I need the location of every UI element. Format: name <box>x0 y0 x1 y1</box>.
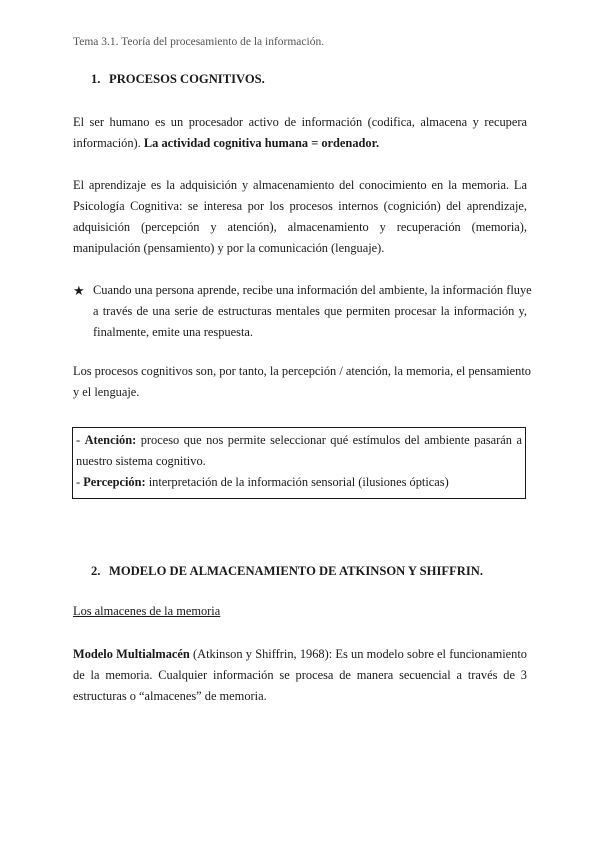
text-line: de la memoria. Cualquier información se procesa de manera secuencial a través de 3 <box>73 668 527 682</box>
section-title: PROCESOS COGNITIVOS. <box>109 72 265 86</box>
text-line: nuestro sistema cognitivo. <box>76 454 206 468</box>
text-line <box>73 644 527 665</box>
page-header: Tema 3.1. Teoría del procesamiento de la información. <box>73 36 325 48</box>
definition-attention <box>76 430 522 451</box>
definitions-box <box>72 427 526 499</box>
paragraph-model <box>73 644 527 707</box>
section-number: 1. <box>91 72 101 86</box>
dash: - <box>76 433 85 447</box>
text-line: El ser humano es un procesador activo de información (codifica, almacena y recupera <box>73 115 527 129</box>
definition-text: interpretación de la información sensorial (ilusiones ópticas) <box>145 475 449 489</box>
text-line: a través de una serie de estructuras mentales que permiten procesar la información y, <box>93 304 527 318</box>
text-line: manipulación (pensamiento) y por la comunicación (lenguaje). <box>73 241 385 255</box>
text-line: y el lenguaje. <box>73 385 140 399</box>
term-perception: Percepción: <box>83 475 146 489</box>
text-line: estructuras o “almacenes” de memoria. <box>73 689 267 703</box>
model-name: Modelo Multialmacén <box>73 647 190 661</box>
text-line: Los procesos cognitivos son, por tanto, la percepción / atención, la memoria, el pensamiento <box>73 364 531 378</box>
text-line: Cuando una persona aprende, recibe una información del ambiente, la información fluye <box>93 283 532 297</box>
bold-statement: La actividad cognitiva humana = ordenador. <box>143 136 380 150</box>
subsection-title: Los almacenes de la memoria <box>73 604 221 618</box>
definition-perception <box>76 472 522 493</box>
paragraph-processes <box>73 361 531 403</box>
term-attention: Atención: <box>84 433 137 447</box>
text-span: (Atkinson y Shiffrin, 1968): Es un modelo sobre el funcionamiento <box>189 647 527 661</box>
text-line: finalmente, emite una respuesta. <box>93 325 253 339</box>
text-line: El aprendizaje es la adquisición y almacenamiento del conocimiento en la memoria. La <box>73 178 527 192</box>
star-bullet-icon: ★ <box>73 283 85 298</box>
bullet-paragraph <box>93 280 532 343</box>
section-number: 2. <box>91 564 101 578</box>
text-line <box>73 133 527 154</box>
paragraph-intro <box>73 112 527 154</box>
definitions-content <box>76 428 522 493</box>
text-span: información). <box>73 136 144 150</box>
section-title: MODELO DE ALMACENAMIENTO DE ATKINSON Y SHIFFRIN. <box>109 564 484 578</box>
dash: - <box>76 475 84 489</box>
paragraph-learning <box>73 175 527 259</box>
section-heading-2 <box>91 564 483 579</box>
section-heading-1 <box>91 72 265 87</box>
definition-text: proceso que nos permite seleccionar qué estímulos del ambiente pasarán a <box>136 433 522 447</box>
text-line: adquisición (percepción y atención), almacenamiento y recuperación (memoria), <box>73 220 527 234</box>
text-line: Psicología Cognitiva: se interesa por los procesos internos (cognición) del aprendizaje, <box>73 199 527 213</box>
